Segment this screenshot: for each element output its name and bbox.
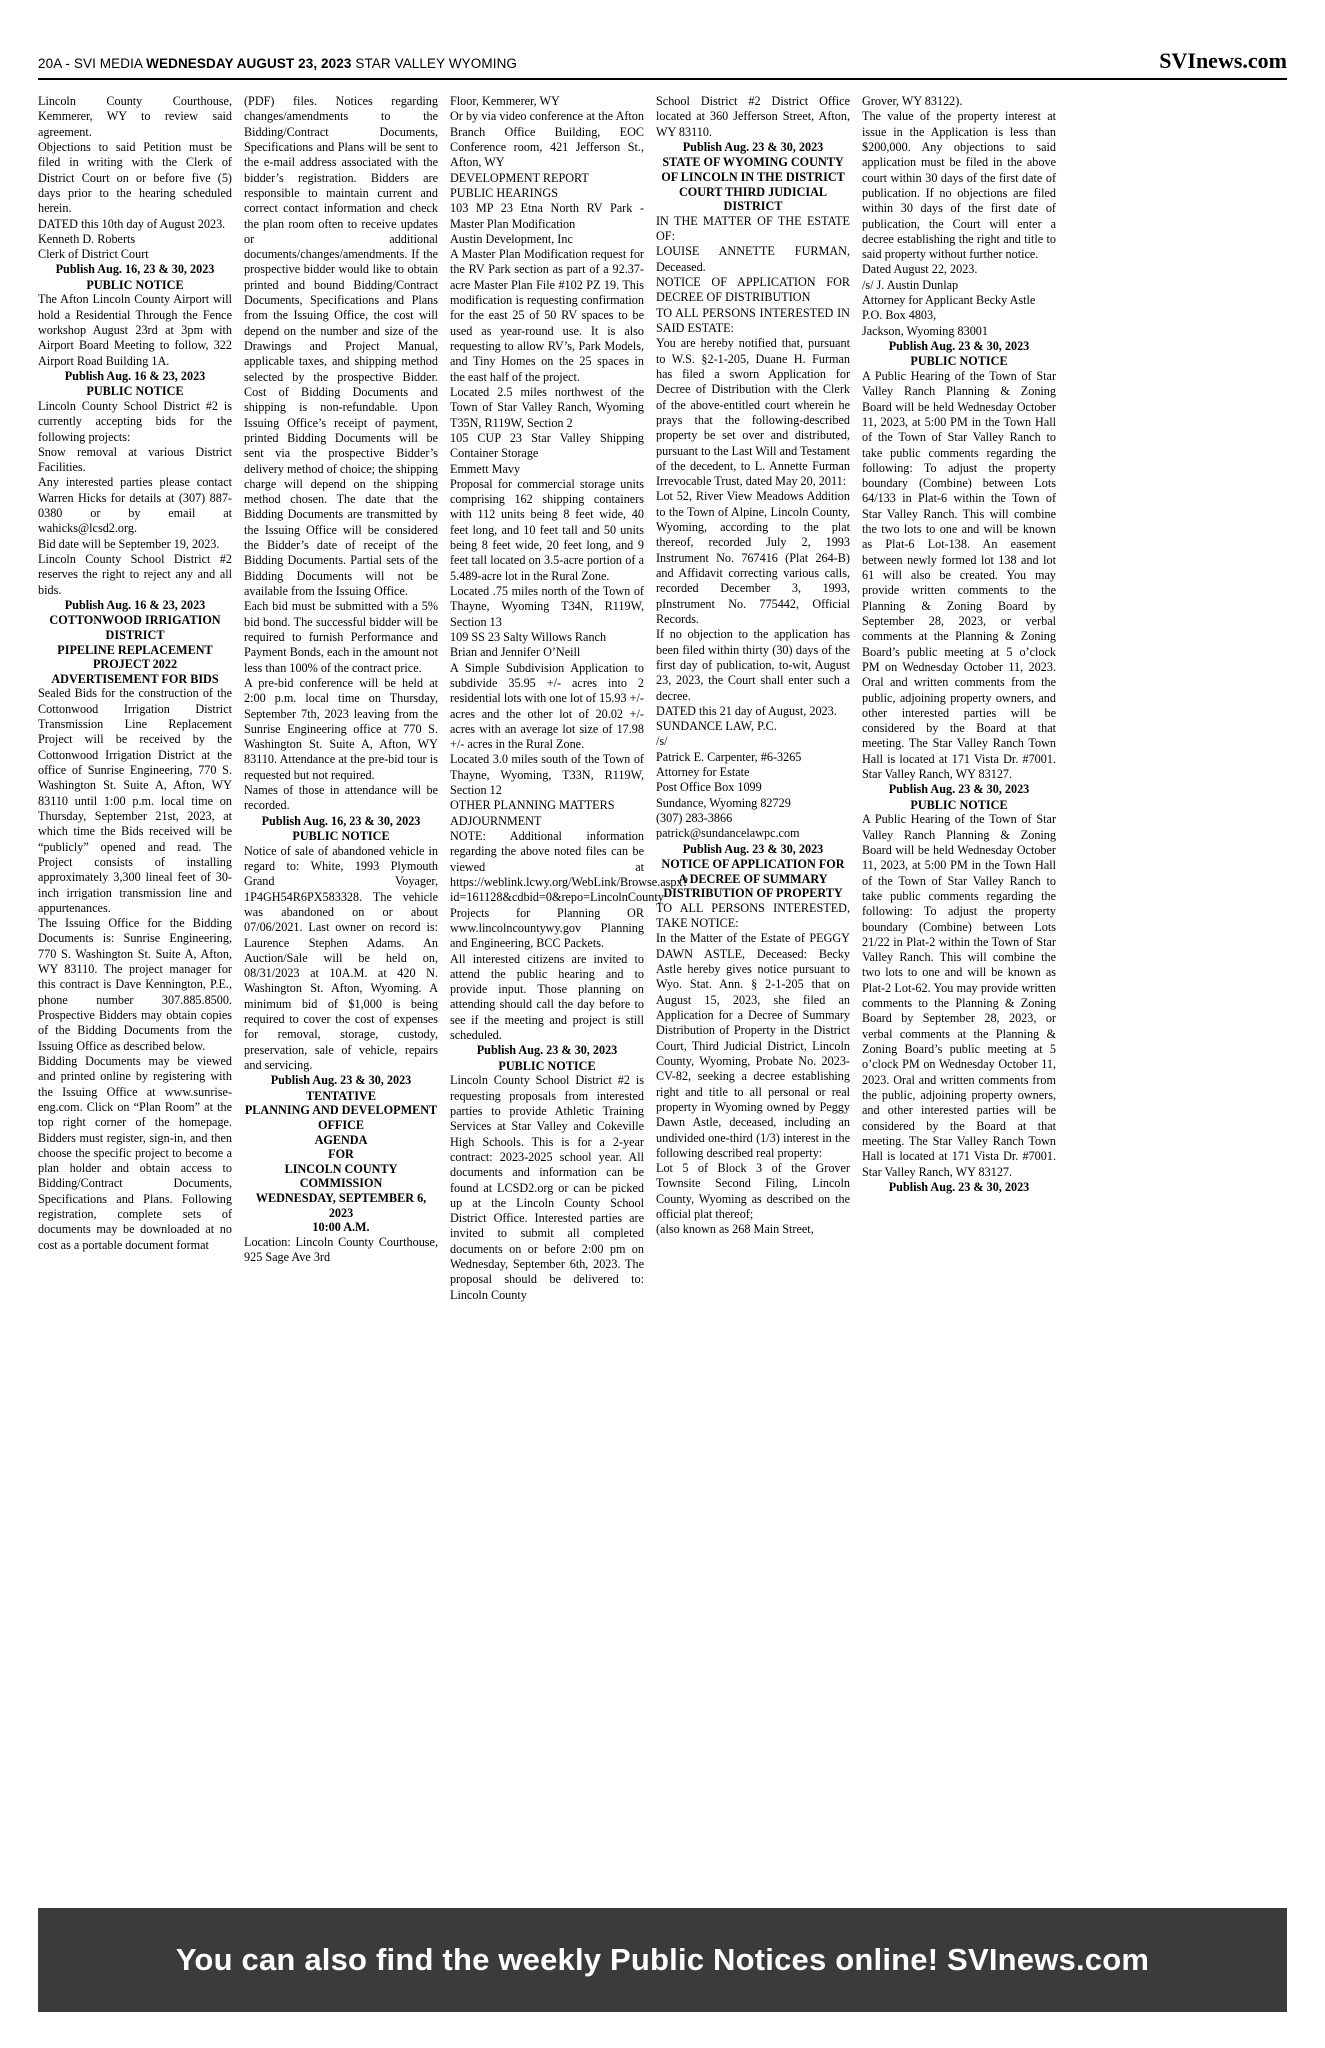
notice-heading: COTTONWOOD IRRIGATION DISTRICT bbox=[49, 613, 221, 642]
notice-paragraph: Kenneth D. Roberts bbox=[38, 231, 136, 246]
notice-paragraph: DATED this 21 day of August, 2023. bbox=[656, 703, 837, 718]
publish-dates: Publish Aug. 23 & 30, 2023 bbox=[476, 1043, 618, 1058]
notice-paragraph: Bidding Documents may be viewed and printed online by registering with the Issuing Office at www.sunrise-eng.com. Click on “Plan Room” at the top right corner of the homepage. Bidders must register, sign-in, and then choose the specific project to become a plan holder and obtain access to Bidding/Contract Documents, Specifications and Plans. Following registration, complete sets of documents may be downloaded at no cost as a portable document format bbox=[38, 1053, 232, 1252]
notice-column bbox=[244, 94, 450, 1754]
notice-paragraph: patrick@sundancelawpc.com bbox=[656, 826, 800, 841]
notice-paragraph: /s/ bbox=[656, 734, 668, 749]
notice-paragraph: Each bid must be submitted with a 5% bid bond. The successful bidder will be required to furnish Performance and Payment Bonds, each in the amount not less than 100% of the contract price. bbox=[244, 599, 438, 675]
notice-paragraph: DEVELOPMENT REPORT bbox=[450, 170, 589, 185]
notice-paragraph: PUBLIC HEARINGS bbox=[450, 185, 559, 200]
notice-column bbox=[38, 94, 244, 1754]
notice-paragraph: Lincoln County School District #2 is requesting proposals from interested parties to provide Athletic Training Services at Star Valley and Cokeville High Schools. This is for a 2-year contract: 2023-2025 school year. All documents and information can be found at LCSD2.org or can be picked up at the Lincoln County School District Office. Interested parties are invited to submit all completed documents on or before 2:00 pm on Wednesday, September 6th, 2023. The proposal should be delivered to: Lincoln County bbox=[450, 1073, 644, 1302]
notice-heading: AGENDA bbox=[314, 1132, 368, 1147]
notice-paragraph: 103 MP 23 Etna North RV Park - Master Plan Modification bbox=[450, 201, 644, 231]
notice-paragraph: Attorney for Applicant Becky Astle bbox=[862, 293, 1036, 308]
publish-dates: Publish Aug. 23 & 30, 2023 bbox=[888, 782, 1030, 797]
notice-paragraph: All interested citizens are invited to attend the public hearing and to provide input. Those planning on attending should call the day before to see if the meeting and project is still scheduled. bbox=[450, 951, 644, 1043]
notice-paragraph: Snow removal at various District Facilities. bbox=[38, 444, 232, 475]
masthead bbox=[38, 48, 1287, 80]
notice-paragraph: Dated August 22, 2023. bbox=[862, 262, 978, 277]
notice-paragraph: A Master Plan Modification request for the RV Park section as part of a 92.37-acre Master Plan File #102 PZ 19. This modification is requesting confirmation for the east 25 of 50 RV spaces to be used as year-round use. It is also requesting to allow RV’s, Park Models, and Tiny Homes on the 25 spaces in the east half of the project. bbox=[450, 247, 644, 384]
notice-heading: PUBLIC NOTICE bbox=[86, 384, 184, 399]
notice-paragraph: Post Office Box 1099 bbox=[656, 780, 762, 795]
notice-paragraph: School District #2 District Office located at 360 Jefferson Street, Afton, WY 83110. bbox=[656, 94, 850, 139]
notices-columns bbox=[38, 94, 1287, 1754]
notice-paragraph: NOTICE OF APPLICATION FOR DECREE OF DISTRIBUTION bbox=[656, 275, 850, 305]
notice-paragraph: Clerk of District Court bbox=[38, 247, 149, 262]
notice-heading: PLANNING AND DEVELOPMENT OFFICE bbox=[244, 1103, 438, 1132]
notice-paragraph: Location: Lincoln County Courthouse, 925 Sage Ave 3rd bbox=[244, 1235, 438, 1265]
publish-dates: Publish Aug. 23 & 30, 2023 bbox=[888, 1179, 1030, 1194]
notice-paragraph: Names of those in attendance will be recorded. bbox=[244, 783, 438, 813]
notice-heading: ADVERTISEMENT FOR BIDS bbox=[51, 671, 219, 686]
notice-heading: PUBLIC NOTICE bbox=[86, 277, 184, 292]
promo-banner bbox=[38, 1908, 1287, 2012]
notice-paragraph: Sealed Bids for the construction of the Cottonwood Irrigation District Transmission Line Replacement Project will be received by the Cottonwood Irrigation District at the office of Sunrise Engineering, 770 S. Washington St. Suite A, Afton, WY 83110 until 1:00 p.m. local time on Thursday, September 21st, 2023, at which time the Bids received will be “publicly” opened and read. The Project consists of installing approximately 3,300 lineal feet of 30-inch irrigation transmission line and appurtenances. bbox=[38, 686, 232, 915]
notice-paragraph: /s/ J. Austin Dunlap bbox=[862, 277, 959, 292]
notice-paragraph: The Afton Lincoln County Airport will hold a Residential Through the Fence workshop August 23rd at 3pm with Airport Board Meeting to follow, 322 Airport Road Building 1A. bbox=[38, 292, 232, 368]
notice-heading: PUBLIC NOTICE bbox=[910, 354, 1008, 369]
notice-paragraph: Austin Development, Inc bbox=[450, 231, 573, 246]
notice-heading: PUBLIC NOTICE bbox=[498, 1058, 596, 1073]
publish-dates: Publish Aug. 23 & 30, 2023 bbox=[682, 841, 824, 856]
notice-paragraph: If no objection to the application has been filed within thirty (30) days of the first day of publication, to-wit, August 23, 2023, the Court shall enter such a decree. bbox=[656, 627, 850, 703]
notice-paragraph: Lincoln County School District #2 reserves the right to reject any and all bids. bbox=[38, 552, 232, 597]
notice-paragraph: (PDF) files. Notices regarding changes/amendments to the Bidding/Contract Documents, Specifications and Plans will be sent to the e-mail address associated with the bidder’s registration. Bidders are responsible to maintain current and correct contact information and check the plan room often to receive updates or additional documents/changes/amendments. If the prospective bidder would like to obtain printed and bound Bidding/Contract Documents, Specifications and Plans from the Issuing Office, the cost will depend on the number and size of the Drawings and Project Manual, applicable taxes, and shipping method selected by the prospective Bidder. Cost of Bidding Documents and shipping is non-refundable. Upon Issuing Office’s receipt of payment, printed Bidding Documents will be sent via the prospective Bidder’s delivery method of choice; the shipping charge will depend on the shipping method chosen. The date that the Bidding Documents are transmitted by the Issuing Office will be considered the Bidder’s date of receipt of the Bidding Documents. Partial sets of the Bidding Documents will not be available from the Issuing Office. bbox=[244, 94, 438, 598]
notice-paragraph: The value of the property interest at issue in the Application is less than $200,000. Any objections to said application must be filed in the above court within 30 days of the first date of publication. If no objections are filed within 30 days of the first date of publication, the Court will enter a decree establishing the right and title to said property without further notice. bbox=[862, 109, 1056, 262]
publish-dates: Publish Aug. 16, 23 & 30, 2023 bbox=[55, 262, 215, 277]
notice-paragraph: A Public Hearing of the Town of Star Valley Ranch Planning & Zoning Board will be held Wednesday October 11, 2023, at 5:00 PM in the Town Hall of the Town of Star Valley Ranch to take public comments regarding the following: To adjust the property boundary (Combine) between Lots 21/22 in Plat-2 within the Town of Star Valley Ranch. This will combine the two lots to one and will be known as Plat-2 Lot-62. You may provide written comments to the Planning & Zoning Board by September 28, 2023, or verbal comments at the Planning & Zoning Board’s public meeting at 5 o’clock PM on Wednesday October 11, 2023. Oral and written comments from the public, adjoining property owners, and other interested parties will be considered by the Board at that meeting. The Star Valley Ranch Town Hall is located at 171 Vista Dr. #7001. Star Valley Ranch, WY 83127. bbox=[862, 812, 1056, 1179]
notice-paragraph: Located 3.0 miles south of the Town of Thayne, Wyoming, T33N, R119W, Section 12 bbox=[450, 752, 644, 798]
issue-date: WEDNESDAY AUGUST 23, 2023 bbox=[146, 56, 352, 71]
promo-banner-text: You can also find the weekly Public Notices online! SVInews.com bbox=[175, 1942, 1150, 1977]
notice-paragraph: Located .75 miles north of the Town of Thayne, Wyoming T34N, R119W, Section 13 bbox=[450, 584, 644, 629]
notice-paragraph: Notice of sale of abandoned vehicle in regard to: White, 1993 Plymouth Grand Voyager, 1P4GH54R6PX583328. The vehicle was abandoned on or about 07/06/2021. Last owner on record is: Laurence Stephen Adams. An Auction/Sale will be held on, 08/31/2023 at 10A.M. at 420 N. Washington St. Afton, Wyoming. A minimum bid of $1,000 is being required to cover the cost of expenses for removal, storage, custody, preservation, sale of vehicle, repairs and servicing. bbox=[244, 843, 438, 1073]
notice-paragraph: TO ALL PERSONS INTERESTED IN SAID ESTATE: bbox=[656, 305, 850, 335]
publish-dates: Publish Aug. 16, 23 & 30, 2023 bbox=[261, 813, 421, 828]
notice-paragraph: Attorney for Estate bbox=[656, 765, 750, 780]
notice-paragraph: Jackson, Wyoming 83001 bbox=[862, 323, 988, 338]
notice-paragraph: A Simple Subdivision Application to subdivide 35.95 +/- acres into 2 residential lots with one lot of 15.93 +/- acres and the other lot of 20.02 +/- acres with an average lot size of 17.98 +/- acres in the Rural Zone. bbox=[450, 660, 644, 752]
notice-heading: STATE OF WYOMING COUNTY OF LINCOLN IN THE DISTRICT COURT THIRD JUDICIAL DISTRICT bbox=[661, 155, 845, 214]
publish-dates: Publish Aug. 16 & 23, 2023 bbox=[64, 597, 206, 612]
notice-paragraph: (also known as 268 Main Street, bbox=[656, 1222, 814, 1237]
notice-paragraph: 105 CUP 23 Star Valley Shipping Container Storage bbox=[450, 430, 644, 461]
notice-paragraph: In the Matter of the Estate of PEGGY DAWN ASTLE, Deceased: Becky Astle hereby gives notice pursuant to Wyo. Stat. Ann. § 2-1-205 that on August 15, 2023, she filed an Application for a Decree of Summary Distribution of Property in the District Court, Third Judicial District, Lincoln County, Wyoming, Probate No. 2023-CV-82, seeking a decree establishing right and title to all personal or real property in Wyoming owned by Peggy Dawn Astle, deceased, including an undivided one-third (1/3) interest in the following described real property: bbox=[656, 931, 850, 1160]
notice-paragraph: Objections to said Petition must be filed in writing with the Clerk of District Court on or before five (5) days prior to the hearing scheduled herein. bbox=[38, 139, 232, 216]
notice-paragraph: TO ALL PERSONS INTERESTED, TAKE NOTICE: bbox=[656, 900, 850, 931]
publish-dates: Publish Aug. 23 & 30, 2023 bbox=[270, 1073, 412, 1088]
notice-paragraph: The Issuing Office for the Bidding Documents is: Sunrise Engineering, 770 S. Washington St. Suite A, Afton, WY 83110. The project manager for this contract is Dave Kennington, P.E., phone number 307.885.8500. Prospective Bidders may obtain copies of the Bidding Documents from the Issuing Office as described below. bbox=[38, 916, 232, 1053]
notice-paragraph: LOUISE ANNETTE FURMAN, Deceased. bbox=[656, 244, 850, 274]
notice-paragraph: Located 2.5 miles northwest of the Town of Star Valley Ranch, Wyoming T35N, R119W, Section 2 bbox=[450, 384, 644, 430]
notice-paragraph: You are hereby notified that, pursuant to W.S. §2-1-205, Duane H. Furman has filed a sworn Application for Decree of Distribution with the Clerk of the above-entitled court wherein he prays that the following-described property be set over and distributed, pursuant to the Last Will and Testament of the decedent, to L. Annette Furman Irrevocable Trust, dated May 20, 2011: bbox=[656, 336, 850, 489]
notice-paragraph: Bid date will be September 19, 2023. bbox=[38, 536, 220, 551]
notice-paragraph: Any interested parties please contact Warren Hicks for details at (307) 887-0380 or by email at wahicks@lcsd2.org. bbox=[38, 475, 232, 536]
notice-column bbox=[450, 94, 688, 1754]
notice-column bbox=[656, 94, 862, 1754]
publication-name: STAR VALLEY WYOMING bbox=[355, 56, 518, 71]
notice-heading: LINCOLN COUNTY COMMISSION bbox=[284, 1161, 398, 1191]
notice-paragraph: Emmett Mavy bbox=[450, 461, 521, 476]
notice-paragraph: Floor, Kemmerer, WY bbox=[450, 94, 560, 108]
notice-heading: TENTATIVE bbox=[306, 1088, 376, 1103]
notice-paragraph: ADJOURNMENT bbox=[450, 813, 542, 828]
notice-paragraph: 109 SS 23 Salty Willows Ranch bbox=[450, 629, 607, 644]
page-label: 20A - SVI MEDIA bbox=[38, 56, 143, 71]
notice-paragraph: Lot 5 of Block 3 of the Grover Townsite Second Filing, Lincoln County, Wyoming as described on the official plat thereof; bbox=[656, 1161, 850, 1222]
notice-paragraph: OTHER PLANNING MATTERS bbox=[450, 798, 615, 813]
publish-dates: Publish Aug. 23 & 30, 2023 bbox=[682, 139, 824, 154]
notice-paragraph: Lincoln County Courthouse, Kemmerer, WY to review said agreement. bbox=[38, 94, 232, 139]
notice-paragraph: Or by via video conference at the Afton Branch Office Building, EOC Conference room, 421 Jefferson St., Afton, WY bbox=[450, 109, 644, 170]
notice-paragraph: DATED this 10th day of August 2023. bbox=[38, 216, 226, 231]
notice-paragraph: (307) 283-3866 bbox=[656, 811, 733, 825]
notice-paragraph: P.O. Box 4803, bbox=[862, 308, 937, 323]
notice-heading: FOR bbox=[328, 1147, 354, 1162]
notice-column bbox=[862, 94, 1068, 1754]
notice-heading: PIPELINE REPLACEMENT PROJECT 2022 bbox=[57, 642, 213, 672]
notice-paragraph: Sundance, Wyoming 82729 bbox=[656, 795, 791, 810]
notice-paragraph: A pre-bid conference will be held at 2:00 p.m. local time on Thursday, September 7th, 2023 leaving from the Sunrise Engineering office at 770 S. Washington St. Suite A, Afton, WY 83110. Attendance at the pre-bid tour is requested but not required. bbox=[244, 675, 438, 782]
notice-paragraph: Proposal for commercial storage units comprising 162 shipping containers with 112 units being 8 feet wide, 40 feet long, and 10 feet tall and 50 units being 8 feet wide, 20 feet long, and 9 feet tall located on 3.5-acre portion of a 5.489-acre lot in the Rural Zone. bbox=[450, 476, 644, 583]
notice-heading: 10:00 A.M. bbox=[312, 1220, 370, 1235]
notice-paragraph: Brian and Jennifer O’Neill bbox=[450, 645, 581, 660]
notice-heading: NOTICE OF APPLICATION FOR A DECREE OF SUMMARY DISTRIBUTION OF PROPERTY bbox=[661, 856, 845, 901]
notice-heading: WEDNESDAY, SEPTEMBER 6, 2023 bbox=[255, 1191, 427, 1220]
notice-paragraph: Lot 52, River View Meadows Addition to the Town of Alpine, Lincoln County, Wyoming, according to the plat thereof, recorded July 2, 1993 Instrument No. 767416 (Plat 264-B) and Affidavit correcting various calls, recorded December 3, 1993, pInstrument No. 775442, Official Records. bbox=[656, 489, 850, 626]
notice-paragraph: A Public Hearing of the Town of Star Valley Ranch Planning & Zoning Board will be held Wednesday October 11, 2023, at 5:00 PM in the Town Hall of the Town of Star Valley Ranch to take public comments regarding the following: To adjust the property boundary (Combine) between Lots 64/133 in Plat-6 within the Town of Star Valley Ranch. This will combine the two lots to one and will be known as Plat-6 Lot-138. An easement between newly formed lot 138 and lot 61 will also be created. You may provide written comments to the Planning & Zoning Board by September 28, 2023, or verbal comments at the Planning & Zoning Board’s public meeting at 5 o’clock PM on Wednesday October 11, 2023. Oral and written comments from the public, adjoining property owners, and other interested parties will be considered by the Board at that meeting. The Star Valley Ranch Town Hall is located at 171 Vista Dr. #7001. Star Valley Ranch, WY 83127. bbox=[862, 368, 1056, 782]
notice-paragraph: NOTE: Additional information regarding the above noted files can be viewed at https://weblink.lcwy.org/WebLink/Browse.aspx?id=161128&cdbid=0&repo=LincolnCounty Projects for Planning OR www.lincolncountywy.gov Planning and Engineering, BCC Packets. bbox=[450, 829, 688, 951]
notice-paragraph: SUNDANCE LAW, P.C. bbox=[656, 719, 777, 734]
notice-heading: PUBLIC NOTICE bbox=[292, 829, 390, 843]
notice-paragraph: Grover, WY 83122). bbox=[862, 94, 963, 108]
publish-dates: Publish Aug. 16 & 23, 2023 bbox=[64, 368, 206, 383]
notice-heading: PUBLIC NOTICE bbox=[910, 797, 1008, 812]
publish-dates: Publish Aug. 23 & 30, 2023 bbox=[888, 339, 1030, 353]
masthead-left bbox=[38, 56, 517, 71]
masthead-website: SVInews.com bbox=[1159, 48, 1287, 73]
notice-paragraph: IN THE MATTER OF THE ESTATE OF: bbox=[656, 213, 850, 244]
notice-column bbox=[1068, 94, 1274, 1754]
notice-paragraph: Patrick E. Carpenter, #6-3265 bbox=[656, 749, 802, 764]
notice-paragraph: Lincoln County School District #2 is currently accepting bids for the following projects: bbox=[38, 398, 232, 444]
